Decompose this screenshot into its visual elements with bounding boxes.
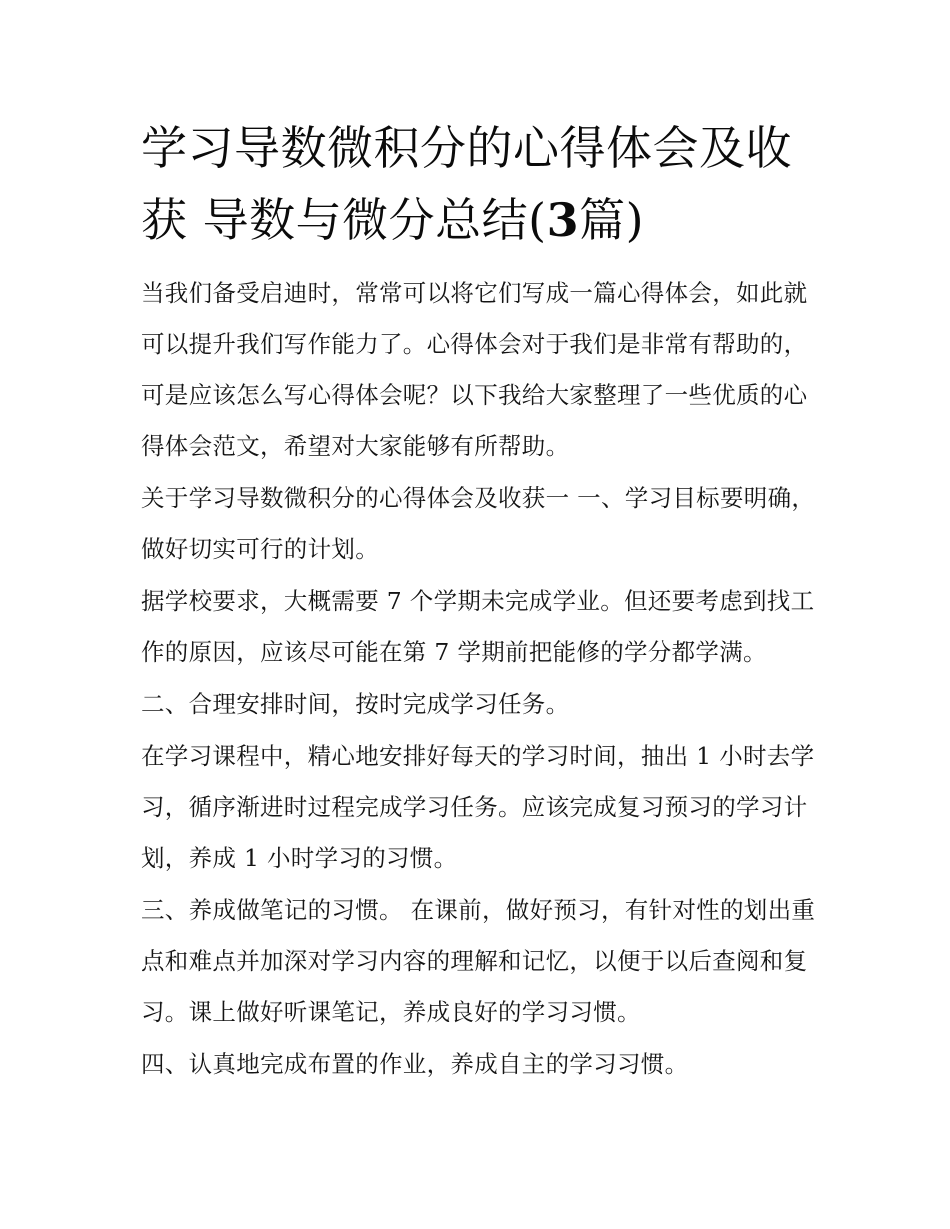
paragraph-section-1-body: 据学校要求，大概需要 7 个学期未完成学业。但还要考虑到找工作的原因，应该尽可能在第 7 学期前把能修的学分都学满。 bbox=[141, 587, 815, 666]
title-text-part2: 篇) bbox=[579, 193, 645, 247]
document-body bbox=[141, 268, 816, 1090]
document-title bbox=[141, 112, 816, 256]
title-count: 3 bbox=[546, 193, 580, 247]
paragraph-section-3: 三、养成做笔记的习惯。 在课前，做好预习，有针对性的划出重点和难点并加深对学习内容的理解和记忆，以便于以后查阅和复习。课上做好听课笔记，养成良好的学习习惯。 bbox=[141, 896, 816, 1026]
paragraph-section-4-heading: 四、认真地完成布置的作业，养成自主的学习习惯。 bbox=[141, 1050, 689, 1078]
paragraph-section-2-body: 在学习课程中，精心地安排好每天的学习时间，抽出 1 小时去学习，循序渐进时过程完成学习任务。应该完成复习预习的学习计划，养成 1 小时学习的习惯。 bbox=[141, 742, 815, 872]
paragraph-intro: 当我们备受启迪时，常常可以将它们写成一篇心得体会，如此就可以提升我们写作能力了。心得体会对于我们是非常有帮助的，可是应该怎么写心得体会呢？以下我给大家整理了一些优质的心得体会范文，希望对大家能够有所帮助。 bbox=[141, 279, 808, 460]
title-text-part1: 学习导数微积分的心得体会及收获 导数与微分总结( bbox=[141, 121, 792, 247]
paragraph-section-2-heading: 二、合理安排时间，按时完成学习任务。 bbox=[141, 690, 570, 718]
document-content bbox=[141, 112, 816, 1091]
paragraph-section-1-heading: 关于学习导数微积分的心得体会及收获一 一、学习目标要明确，做好切实可行的计划。 bbox=[141, 484, 816, 563]
